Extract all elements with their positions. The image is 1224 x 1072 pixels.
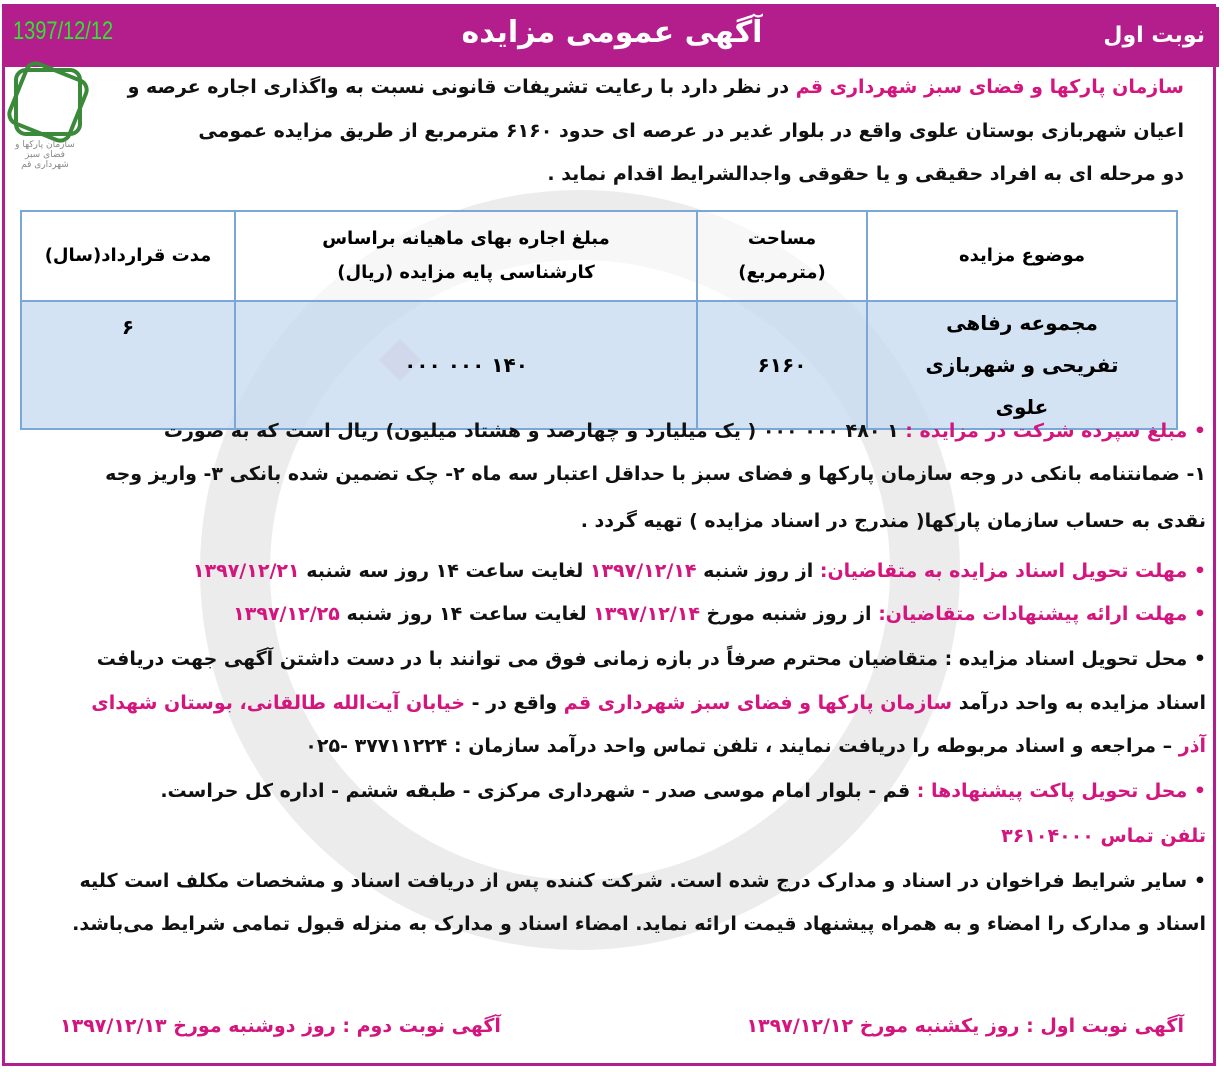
cell-rent: ۱۴۰ ۰۰۰ ۰۰۰ [235, 301, 697, 429]
highlighted-text: سازمان پارکها و فضای سبز شهرداری قم [795, 76, 1184, 98]
body-text: قم - بلوار امام موسی صدر - شهرداری مرکزی - طبقه ششم - اداره کل حراست. [160, 780, 917, 802]
intro-line [547, 163, 1184, 185]
notice-header [5, 7, 1219, 67]
body-text: اسناد مزایده به واحد درآمد [952, 692, 1206, 714]
table-header-subject: موضوع مزایده [867, 211, 1177, 301]
body-text: – مراجعه و اسناد مربوطه را دریافت نمایند ، تلفن تماس واحد درآمد سازمان : ۳۷۷۱۱۲۲۴ -۰۲۵ [305, 735, 1179, 757]
cell-duration: ۶ [21, 301, 235, 429]
highlighted-text: ۱۳۹۷/۱۲/۲۵ [233, 603, 340, 625]
highlighted-text: • مبلغ سپرده شرکت در مزایده : [898, 420, 1206, 442]
body-line [233, 603, 1206, 625]
highlighted-text: ۱۳۹۷/۱۲/۱۴ [589, 560, 697, 582]
highlighted-text: سازمان پارکها و فضای سبز شهرداری قم [563, 692, 953, 714]
body-text: لغایت ساعت ۱۴ روز سه شنبه [299, 560, 590, 582]
body-text: • محل تحویل اسناد مزایده : متقاضیان محترم صرفاً در بازه زمانی فوق می توانند با در دست داشتن آگهی جهت دریافت [96, 648, 1206, 670]
body-line [305, 735, 1206, 757]
highlighted-text: • مهلت ارائه پیشنهادات متقاضیان: [878, 603, 1206, 625]
body-text: ۱ ۴۸۰ ۰۰۰ ۰۰۰ ( یک میلیارد و چهارصد و هشتاد میلیون) ریال است که به صورت [163, 420, 899, 442]
body-text: دو مرحله ای به افراد حقیقی و یا حقوقی واجدالشرایط اقدام نماید . [547, 163, 1184, 185]
body-line [105, 463, 1206, 485]
body-text: اسناد و مدارک را امضاء و به همراه پیشنهاد قیمت ارائه نماید. امضاء اسناد و مدارک به منزله قبول تمامی شرایط می‌باشد. [72, 913, 1206, 935]
body-text: لغایت ساعت ۱۴ روز شنبه [339, 603, 594, 625]
cell-area: ۶۱۶۰ [697, 301, 867, 429]
cell-subject: مجموعه رفاهی تفریحی و شهربازی علوی [867, 301, 1177, 429]
body-text: اعیان شهربازی بوستان علوی واقع در بلوار غدیر در عرصه ای حدود ۶۱۶۰ مترمربع از طریق مزایده عمومی [198, 120, 1184, 142]
notice-title: آگهی عمومی مزایده [461, 15, 763, 50]
auction-table [20, 210, 1178, 430]
body-text: از روز شنبه [696, 560, 820, 582]
body-line [91, 692, 1206, 714]
table-row [21, 301, 1177, 429]
highlighted-text: ۱۳۹۷/۱۲/۱۴ [593, 603, 700, 625]
notice-round: نوبت اول [1103, 23, 1205, 48]
table-header-area: مساحت (مترمربع) [697, 211, 867, 301]
highlighted-text: آذر [1178, 735, 1206, 757]
body-text: ۱- ضمانتنامه بانکی در وجه سازمان پارکها و فضای سبز با حداقل اعتبار سه ماه ۲- چک تضمین شده بانکی ۳- واریز وجه [105, 463, 1206, 485]
table-header-rent: مبلغ اجاره بهای ماهیانه براساس کارشناسی پایه مزایده (ریال) [235, 211, 697, 301]
body-line [160, 780, 1206, 802]
body-line [79, 870, 1206, 892]
body-text: نقدی به حساب سازمان پارکها( مندرج در اسناد مزایده ) تهیه گردد . [580, 510, 1206, 532]
body-text: واقع در - [465, 692, 564, 714]
footer-first-round: آگهی نوبت اول : روز یکشنبه مورخ ۱۳۹۷/۱۲/۱۲ [746, 1015, 1184, 1037]
municipality-logo-frame [14, 68, 82, 136]
header-date: 1397/12/12 [13, 17, 114, 45]
body-line [97, 648, 1206, 670]
footer-second-round: آگهی نوبت دوم : روز دوشنبه مورخ ۱۳۹۷/۱۲/۱۳ [60, 1015, 501, 1037]
highlighted-text: خیابان آیت‌الله طالقانی، بوستان شهدای [91, 692, 466, 714]
highlighted-text: تلفن تماس ۳۶۱۰۴۰۰۰ [1001, 825, 1206, 847]
body-line [164, 420, 1206, 442]
body-text: • سایر شرایط فراخوان در اسناد و مدارک درج شده است. شرکت کننده پس از دریافت اسناد و مشخصات مکلف است کلیه [79, 870, 1206, 892]
intro-line [128, 76, 1184, 98]
body-line [72, 913, 1206, 935]
table-header-duration: مدت قرارداد(سال) [21, 211, 235, 301]
intro-line [198, 120, 1184, 142]
highlighted-text: ۱۳۹۷/۱۲/۲۱ [192, 560, 300, 582]
logo-caption: سازمان پارکها و فضای سبز شهرداری قم [15, 140, 75, 170]
highlighted-text: • محل تحویل پاکت پیشنهادها : [916, 780, 1206, 802]
body-text: در نظر دارد با رعایت تشریفات قانونی نسبت به واگذاری اجاره عرصه و [127, 76, 796, 98]
body-line [1001, 825, 1206, 847]
body-line [581, 510, 1206, 532]
body-line [193, 560, 1206, 582]
highlighted-text: • مهلت تحویل اسناد مزایده به متقاضیان: [819, 560, 1206, 582]
body-text: از روز شنبه مورخ [699, 603, 879, 625]
